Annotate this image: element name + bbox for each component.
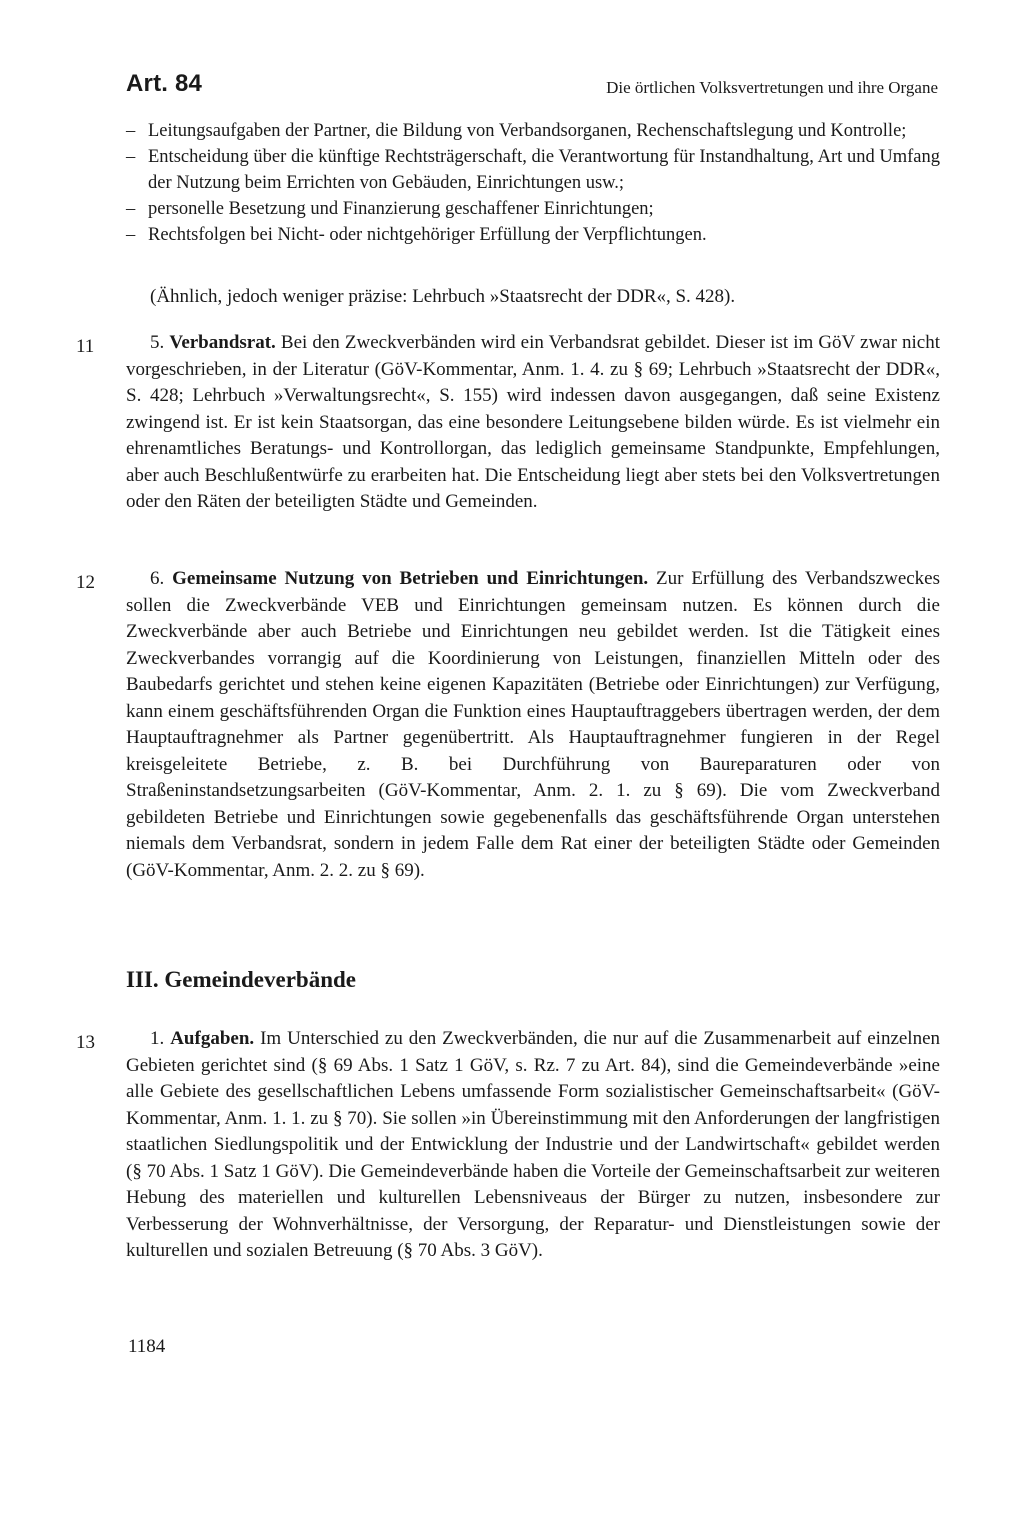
paragraph-number: 1. xyxy=(150,1028,165,1049)
article-label: Art. 84 xyxy=(126,70,203,97)
paragraph-text: Zur Erfüllung des Verbandszweckes sollen die Zweckverbände VEB und Einrichtungen gemeinsam nutzen. Es können durch die Zweckverbände aber auch Betriebe und Einrichtungen neu gebildet werden. Ist die Tätigkeit eines Zweckverbandes vorrangig auf die Koordinierung von Leistungen, finanziellen Mitteln oder des Baubedarfs gerichtet und stehen keine eigenen Kapazitäten (Betriebe oder Einrichtungen) zur Verfügung, kann einem geschäftsführenden Organ die Funktion eines Hauptauftraggebers übertragen werden, der dem Hauptauftragnehmer als Partner gegenübertritt. Als Hauptauftragnehmer fungieren in der Regel kreisgeleitete Betriebe, z. B. bei Durchführung von Baureparaturen oder von Straßeninstandsetzungsarbeiten (GöV-Kommentar, Anm. 2. 1. zu § 69). Die vom Zweckverband gebildeten Betriebe und Einrichtungen sowie gegebenenfalls das geschäftsführende Organ unterstehen niemals dem Verbandsrat, sondern in jedem Falle dem Rat einer der beteiligten Städte oder Gemeinden (GöV-Kommentar, Anm. 2. 2. zu § 69). xyxy=(126,568,941,881)
list-item-text: Leitungsaufgaben der Partner, die Bildung von Verbandsorganen, Rechenschaftslegung und Kontrolle; xyxy=(148,121,907,141)
paragraph-text: Im Unterschied zu den Zweckverbänden, die nur auf die Zusammenarbeit auf einzelnen Gebieten gerichtet sind (§ 69 Abs. 1 Satz 1 GöV, s. Rz. 7 zu Art. 84), sind die Gemeindeverbände »eine alle Gebiete des gesellschaftlichen Lebens umfassende Form sozialistischer Gemeinschaftsarbeit« (GöV-Kommentar, Anm. 1. 1. zu § 70). Sie sollen »in Übereinstimmung mit den Anforderungen der langfristigen staatlichen Siedlungspolitik und der Entwicklung der Industrie und der Landwirtschaft« gebildet werden (§ 70 Abs. 1 Satz 1 GöV). Die Gemeindeverbände haben die Vorteile der Gemeinschaftsarbeit zur weiteren Hebung des materiellen und kulturellen Lebensniveaus der Bürger zu nutzen, insbesondere zur Verbesserung der Wohnverhältnisse, der Versorgung, der Reparatur- und Dienstleistungen sowie der kulturellen und sozialen Betreuung (§ 70 Abs. 3 GöV). xyxy=(126,1028,941,1261)
page-header xyxy=(126,66,938,106)
section-heading xyxy=(126,967,356,993)
paragraph-number: 5. xyxy=(150,332,165,353)
margin-number: 11 xyxy=(76,336,95,357)
list-item xyxy=(126,222,940,248)
list-item xyxy=(126,118,940,144)
bullet-dash: – xyxy=(126,225,136,245)
bullet-dash: – xyxy=(126,121,136,141)
paragraph-verbandsrat xyxy=(126,330,940,516)
paragraph-number: 6. xyxy=(150,568,165,589)
section-number: III. xyxy=(126,967,159,992)
bullet-dash: – xyxy=(126,199,136,219)
list-item-text: personelle Besetzung und Finanzierung geschaffener Einrichtungen; xyxy=(148,199,654,219)
list-item xyxy=(126,196,940,222)
bullet-dash: – xyxy=(126,147,136,167)
section-title: Gemeindeverbände xyxy=(164,967,357,992)
bullet-list xyxy=(126,118,940,248)
paragraph-gemeinsame-nutzung xyxy=(126,566,940,884)
list-item-text: Entscheidung über die künftige Rechtsträgerschaft, die Verantwortung für Instandhaltung, Art und Umfang der Nutzung beim Errichten von Gebäuden, Einrichtungen usw.; xyxy=(148,147,940,193)
reference-note: (Ähnlich, jedoch weniger präzise: Lehrbuch »Staatsrecht der DDR«, S. 428). xyxy=(150,286,736,307)
running-title: Die örtlichen Volksvertretungen und ihre Organe xyxy=(606,78,938,97)
margin-number: 12 xyxy=(76,572,95,593)
list-item-text: Rechtsfolgen bei Nicht- oder nichtgehöriger Erfüllung der Verpflichtungen. xyxy=(148,225,707,245)
paragraph-title: Gemeinsame Nutzung von Betrieben und Einrichtungen. xyxy=(172,568,649,589)
paragraph-aufgaben xyxy=(126,1026,940,1265)
paragraph-text: Bei den Zweckverbänden wird ein Verbandsrat gebildet. Dieser ist im GöV zwar nicht vorgeschrieben, in der Literatur (GöV-Kommentar, Anm. 1. 4. zu § 69; Lehrbuch »Staatsrecht der DDR«, S. 428; Lehrbuch »Verwaltungsrecht«, S. 155) wird indessen davon ausgegangen, daß seine Existenz zwingend ist. Er ist kein Staatsorgan, das eine besondere Leitungsebene bilden würde. Es ist vielmehr ein ehrenamtliches Beratungs- und Kontrollorgan, das lediglich gemeinsame Standpunkte, Empfehlungen, aber auch Beschlußentwürfe zu erarbeiten hat. Die Entscheidung liegt aber stets bei den Volksvertretungen oder den Räten der beteiligten Städte und Gemeinden. xyxy=(126,332,941,512)
paragraph-title: Aufgaben. xyxy=(170,1028,255,1049)
paragraph-title: Verbandsrat. xyxy=(169,332,276,353)
list-item xyxy=(126,144,940,196)
page-number: 1184 xyxy=(128,1336,166,1357)
margin-number: 13 xyxy=(76,1032,95,1053)
